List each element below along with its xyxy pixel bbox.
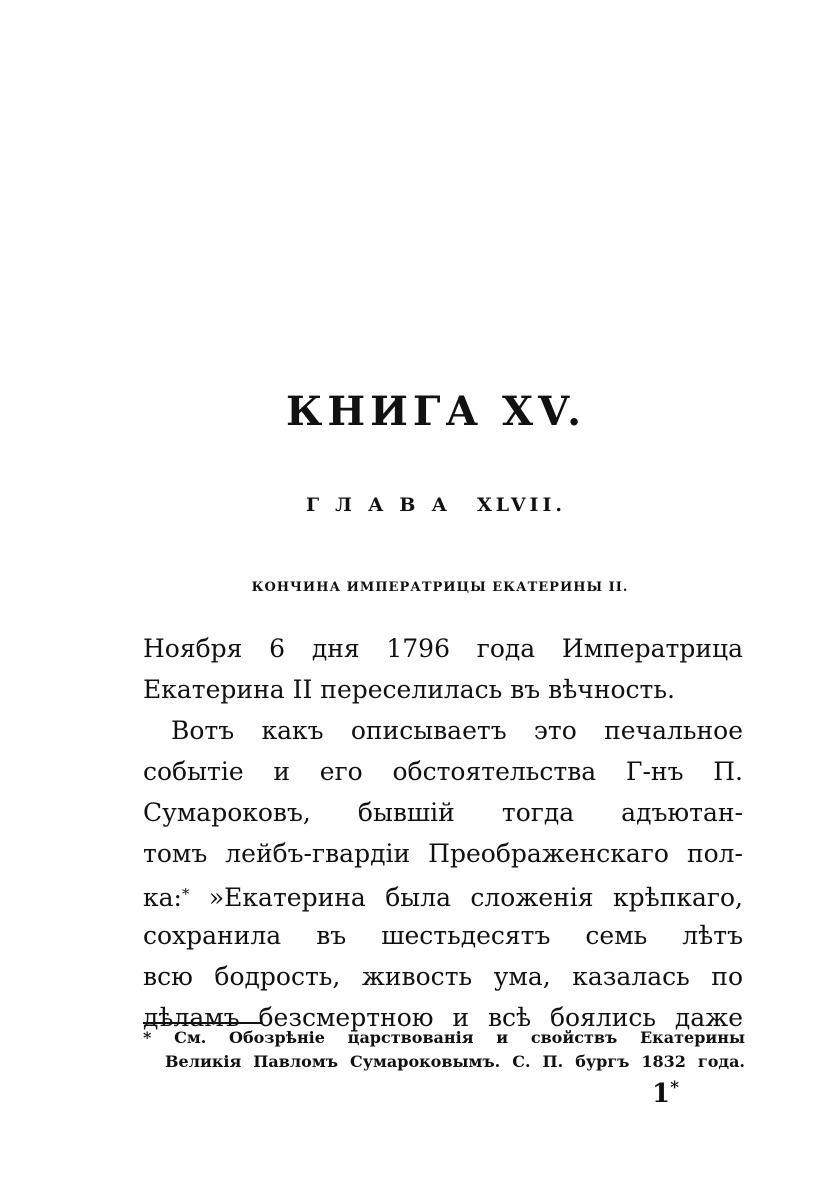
chapter-title [0, 494, 840, 516]
body-line-rest: »Екатерина была сложенія крѣпкаго, [208, 883, 743, 912]
book-title: КНИГА XV. [285, 388, 587, 435]
chapter-subtitle: КОНЧИНА ИМПЕРАТРИЦЫ ЕКАТЕРИНЫ II. [251, 580, 629, 595]
footnote-marker: * [143, 1028, 152, 1047]
body-line: Сумароковъ, бывшій тогда адъютан- [143, 798, 743, 827]
body-line: Екатерина II переселилась въ вѣчность. [143, 675, 675, 704]
body-line: дѣламъ безсмертною и всѣ боялись даже [143, 1003, 743, 1032]
signature-star: * [670, 1078, 679, 1098]
footnote-rule [143, 1022, 263, 1024]
signature-mark [652, 1078, 679, 1109]
footnote-text-1: См. Обозрѣніе царствованія и свойствъ Екатерины [174, 1028, 745, 1047]
body-line: сохранила въ шестьдесятъ семь лѣтъ [143, 921, 743, 950]
body-line: всю бодрость, живость ума, казалась по [143, 962, 743, 991]
signature-number: 1 [652, 1079, 671, 1109]
footnote-line: Великія Павломъ Сумароковымъ. С. П. бургъ 1832 года. [165, 1052, 745, 1071]
body-line: событіе и его обстоятельства Г-нъ П. [143, 757, 743, 786]
footnote-reference: * [181, 885, 190, 903]
body-line-start: ка: [143, 883, 182, 912]
body-line-with-note [143, 874, 743, 915]
footnote-line [143, 1026, 745, 1050]
chapter-number: XLVII. [476, 494, 566, 516]
chapter-word: ГЛАВА [306, 494, 463, 516]
body-line: Вотъ какъ описываетъ это печальное [171, 716, 743, 745]
body-line: Ноября 6 дня 1796 года Императрица [143, 634, 743, 663]
body-text [143, 628, 743, 1038]
footnote [143, 1026, 745, 1074]
body-line: томъ лейбъ-гвардіи Преображенскаго пол- [143, 839, 743, 868]
